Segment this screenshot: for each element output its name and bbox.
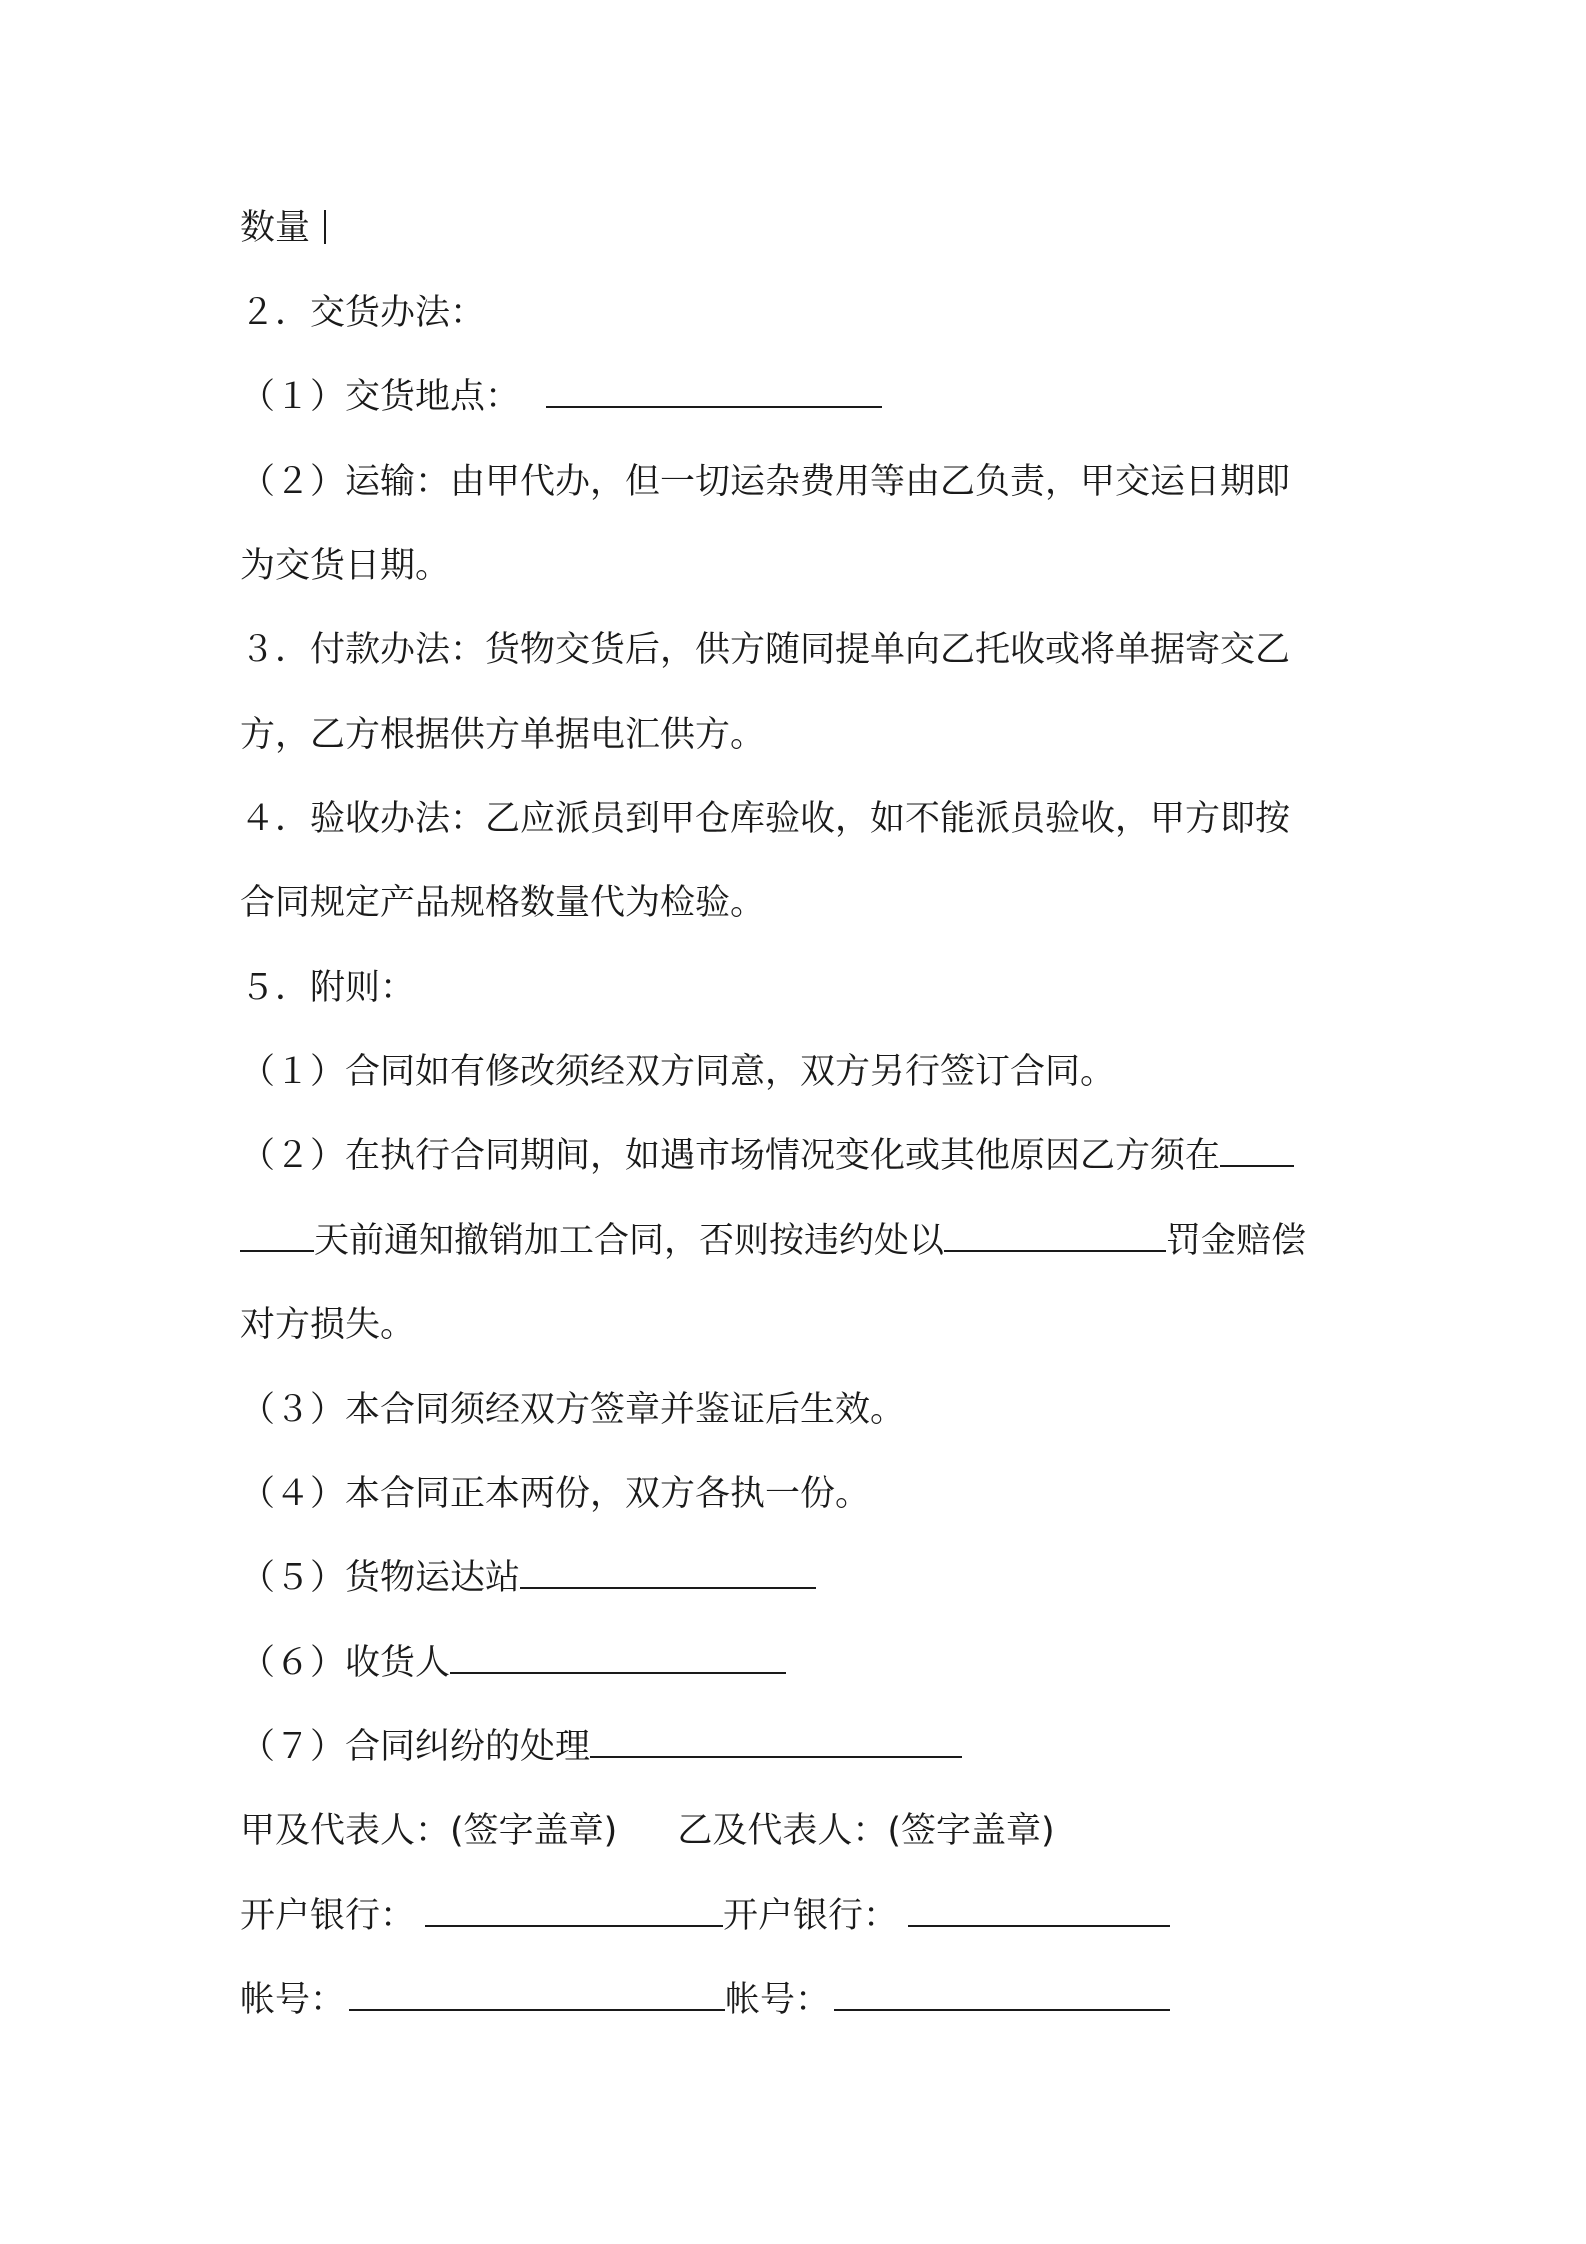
transport-line-2 xyxy=(240,544,1360,588)
payment-text-2: 方，乙方根据供方单据电汇供方。 xyxy=(240,715,766,755)
party-a-bank-blank[interactable] xyxy=(425,1895,723,1927)
notice-days-blank-part2[interactable] xyxy=(240,1220,314,1252)
delivery-heading-text: ２．交货办法： xyxy=(240,293,486,333)
clause-delivery-heading xyxy=(240,291,1360,335)
appendix-item-6 xyxy=(240,1641,1360,1685)
delivery-location-label: （１）交货地点： xyxy=(240,377,521,417)
quantity-label: 数量 xyxy=(240,208,311,248)
account-line xyxy=(240,1978,1360,2022)
party-a-signature-label: 甲及代表人：(签字盖章) xyxy=(240,1811,618,1851)
bank-line xyxy=(240,1894,1360,1938)
transport-text-2: 为交货日期。 xyxy=(240,546,451,586)
appendix-heading-text: ５．附则： xyxy=(240,968,416,1008)
payment-text-1: ３．付款办法：货物交货后，供方随同提单向乙托收或将单据寄交乙 xyxy=(240,630,1291,670)
party-a-account-label: 帐号： xyxy=(240,1980,346,2020)
appendix-item-3-text: （３）本合同须经双方签章并鉴证后生效。 xyxy=(240,1390,906,1430)
appendix-item-4 xyxy=(240,1472,1360,1516)
appendix-item-1 xyxy=(240,1050,1360,1094)
penalty-amount-blank[interactable] xyxy=(944,1220,1166,1252)
destination-station-blank[interactable] xyxy=(520,1557,816,1589)
payment-line-2 xyxy=(240,713,1360,757)
inspection-line-2 xyxy=(240,881,1360,925)
dispute-resolution-blank[interactable] xyxy=(590,1726,962,1758)
party-a-bank-label: 开户银行： xyxy=(240,1896,416,1936)
inspection-text-2: 合同规定产品规格数量代为检验。 xyxy=(240,883,766,923)
appendix-item-5 xyxy=(240,1556,1360,1600)
appendix-item-2-text-3: 罚金赔偿 xyxy=(1166,1221,1307,1261)
transport-line-1 xyxy=(240,460,1360,504)
appendix-item-2-text-1: （２）在执行合同期间，如遇市场情况变化或其他原因乙方须在 xyxy=(240,1136,1221,1176)
appendix-item-2-text-2: 天前通知撤销加工合同，否则按违约处以 xyxy=(314,1221,945,1261)
appendix-item-4-text: （４）本合同正本两份，双方各执一份。 xyxy=(240,1474,871,1514)
party-a-account-blank[interactable] xyxy=(349,1979,725,2011)
dispute-resolution-label: （７）合同纠纷的处理 xyxy=(240,1727,591,1767)
appendix-item-2-text-4: 对方损失。 xyxy=(240,1305,416,1345)
appendix-item-2-line-1 xyxy=(240,1134,1360,1178)
appendix-heading xyxy=(240,966,1360,1010)
party-b-account-label: 帐号： xyxy=(725,1980,831,2020)
delivery-location-line xyxy=(240,375,1360,419)
quantity-line xyxy=(240,206,1360,250)
text-cursor xyxy=(324,210,326,244)
transport-text-1: （２）运输：由甲代办，但一切运杂费用等由乙负责，甲交运日期即 xyxy=(240,462,1291,502)
consignee-blank[interactable] xyxy=(450,1642,786,1674)
appendix-item-2-line-3 xyxy=(240,1303,1360,1347)
party-b-signature-label: 乙及代表人：(签字盖章) xyxy=(677,1811,1055,1851)
party-b-bank-label: 开户银行： xyxy=(723,1896,899,1936)
destination-station-label: （５）货物运达站 xyxy=(240,1558,521,1598)
appendix-item-3 xyxy=(240,1388,1360,1432)
notice-days-blank-part1[interactable] xyxy=(1220,1135,1294,1167)
party-b-bank-blank[interactable] xyxy=(908,1895,1170,1927)
appendix-item-1-text: （１）合同如有修改须经双方同意，双方另行签订合同。 xyxy=(240,1052,1116,1092)
appendix-item-2-line-2 xyxy=(240,1219,1360,1263)
delivery-location-blank[interactable] xyxy=(546,376,882,408)
signature-line xyxy=(240,1809,1360,1853)
inspection-text-1: ４．验收办法：乙应派员到甲仓库验收，如不能派员验收，甲方即按 xyxy=(240,799,1291,839)
payment-line-1 xyxy=(240,628,1360,672)
consignee-label: （６）收货人 xyxy=(240,1643,451,1683)
party-b-account-blank[interactable] xyxy=(834,1979,1170,2011)
appendix-item-7 xyxy=(240,1725,1360,1769)
inspection-line-1 xyxy=(240,797,1360,841)
